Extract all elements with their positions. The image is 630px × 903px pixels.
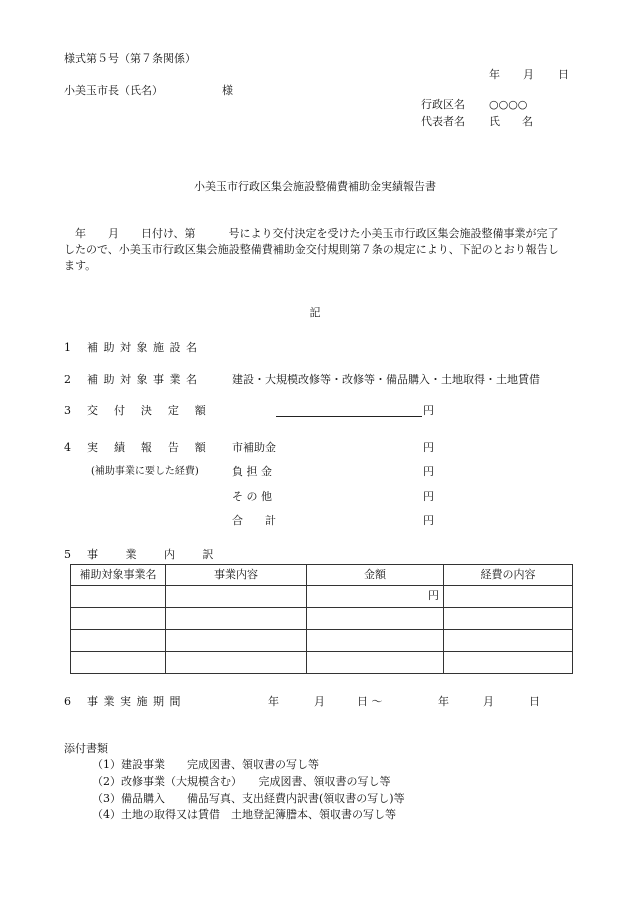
period-to-day: 日	[529, 695, 540, 708]
table-cell	[166, 586, 307, 608]
item-1-number: 1	[64, 341, 71, 354]
date-month: 月	[523, 68, 534, 81]
attachment-line-1: （1）建設事業 完成図書、領収書の写し等	[92, 758, 319, 771]
col-header-project-content: 事業内容	[166, 565, 307, 586]
city-subsidy-label: 市補助金	[232, 441, 276, 454]
body-line-1: 年 月 日付け、第 号により交付決定を受けた小美玉市行政区集会施設整備事業が完了	[75, 227, 559, 240]
addressee: 小美玉市長（氏名）	[64, 84, 163, 97]
item-3-number: 3	[64, 404, 71, 417]
period-from-day: 日 〜	[357, 695, 383, 708]
table-cell	[166, 630, 307, 652]
district-value: ○○○○	[489, 98, 528, 111]
attachment-line-4: （4）土地の取得又は賃借 土地登記簿謄本、領収書の写し等	[92, 808, 396, 821]
other-label: そ の 他	[232, 490, 272, 503]
item-6-label: 事業実施期間	[87, 695, 186, 708]
table-cell	[71, 608, 166, 630]
table-cell	[71, 630, 166, 652]
table-cell	[307, 608, 444, 630]
form-label: 様式第５号（第７条関係）	[64, 52, 196, 65]
self-burden-unit: 円	[423, 465, 434, 478]
ki-marker: 記	[309, 306, 321, 319]
rep-value: 氏 名	[489, 115, 533, 128]
rep-label: 代表者名	[421, 115, 465, 128]
col-header-amount: 金額	[307, 565, 444, 586]
item-5-number: 5	[64, 548, 71, 561]
table-cell	[307, 652, 444, 674]
item-4-label: 実績報告額	[87, 441, 222, 454]
table-cell	[71, 586, 166, 608]
table-cell	[307, 630, 444, 652]
item-2-number: 2	[64, 373, 71, 386]
item-3-label: 交付決定額	[87, 404, 222, 417]
table-row	[71, 630, 573, 652]
item-4-number: 4	[64, 441, 71, 454]
addressee-honorific: 様	[222, 84, 233, 97]
table-cell	[166, 608, 307, 630]
other-unit: 円	[423, 490, 434, 503]
district-label: 行政区名	[421, 98, 465, 111]
attachment-line-3: （3）備品購入 備品写真、支出経費内訳書(領収書の写し)等	[92, 792, 405, 805]
table-cell	[444, 652, 573, 674]
table-row	[71, 586, 573, 608]
table-row	[71, 652, 573, 674]
period-from-year: 年	[268, 695, 279, 708]
period-to-year: 年	[438, 695, 449, 708]
breakdown-table	[70, 564, 573, 674]
col-header-project-name: 補助対象事業名	[71, 565, 166, 586]
table-row	[71, 608, 573, 630]
attachment-line-2: （2）改修事業（大規模含む） 完成図書、領収書の写し等	[92, 775, 391, 788]
item-4-note: (補助事業に要した経費)	[91, 466, 199, 477]
document-title: 小美玉市行政区集会施設整備費補助金実績報告書	[194, 180, 436, 193]
item-2-label: 補助対象事業名	[87, 373, 203, 386]
table-cell	[71, 652, 166, 674]
body-line-2: したので、小美玉市行政区集会施設整備費補助金交付規則第７条の規定により、下記のとおり報告し	[64, 243, 559, 256]
table-cell	[444, 608, 573, 630]
item-6-number: 6	[64, 695, 71, 708]
amount-cell: 円	[307, 586, 444, 608]
decision-amount-field	[276, 415, 422, 417]
period-from-month: 月	[314, 695, 325, 708]
date-year: 年	[489, 68, 500, 81]
total-label: 合 計	[232, 514, 276, 527]
total-unit: 円	[423, 514, 434, 527]
col-header-expense-content: 経費の内容	[444, 565, 573, 586]
table-cell	[166, 652, 307, 674]
item-5-label: 事業内訳	[87, 548, 241, 561]
table-cell	[444, 630, 573, 652]
self-burden-label: 負 担 金	[232, 465, 272, 478]
city-subsidy-unit: 円	[423, 441, 434, 454]
table-header-row	[71, 565, 573, 586]
table-cell	[444, 586, 573, 608]
period-to-month: 月	[483, 695, 494, 708]
item-3-unit: 円	[423, 404, 434, 417]
item-1-label: 補助対象施設名	[87, 341, 203, 354]
attachments-heading: 添付書類	[64, 742, 108, 755]
body-line-3: ます。	[64, 259, 97, 272]
date-day: 日	[558, 68, 569, 81]
item-2-value: 建設・大規模改修等・改修等・備品購入・土地取得・土地賃借	[232, 373, 540, 386]
